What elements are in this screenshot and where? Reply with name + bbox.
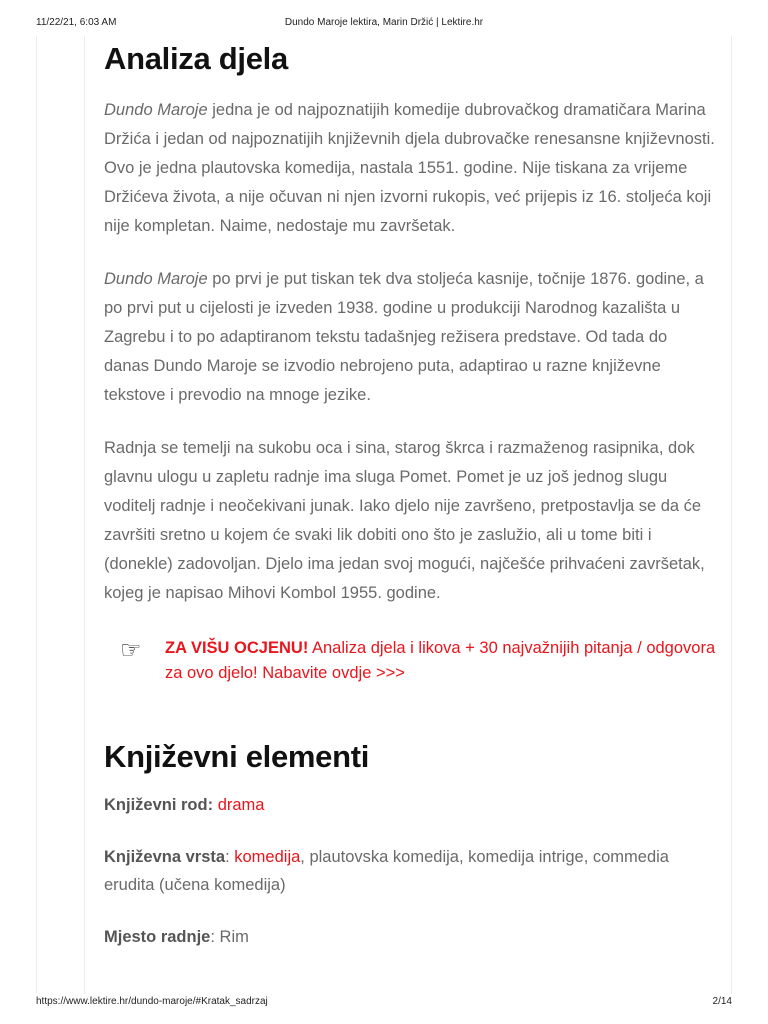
analysis-paragraph-2 <box>104 265 716 410</box>
section-heading-analysis: Analiza djela <box>104 41 288 76</box>
section-heading-elements: Književni elementi <box>104 739 370 774</box>
field-separator: : <box>225 848 230 866</box>
article-content <box>104 30 716 951</box>
analysis-paragraph-3: Radnja se temelji na sukobu oca i sina, starog škrca i razmaženog rasipnika, dok glavnu ulogu u zapletu radnje ima sluga Pomet. Pomet je uz još jednog slugu voditelj radnje i neočekivani junak. Iako djelo nije završeno, pretpostavlja se da će završiti sretno u kojem će svaki lik dobiti ono što je zaslužio, ali u tome biti i (donekle) zadovoljan. Djelo ima jedan svoj mogući, najčešće prihvaćeni završetak, kojeg je napisao Mihovi Kombol 1955. godine. <box>104 439 705 602</box>
print-footer <box>0 996 768 1010</box>
print-header <box>0 17 768 31</box>
page-border-left-outer <box>36 36 37 994</box>
field-label: Mjesto radnje <box>104 928 211 946</box>
page-border-left-inner <box>84 36 85 994</box>
work-title-italic: Dundo Maroje <box>104 101 208 119</box>
print-page-number: 2/14 <box>712 996 732 1007</box>
promo-callout-bold: ZA VIŠU OCJENU! <box>165 639 309 657</box>
promo-callout-text: Analiza djela i likova + 30 najvažnijih pitanja / odgovora za ovo djelo! Nabavite ovdje >>> <box>165 639 716 682</box>
field-separator: : <box>210 928 215 946</box>
print-datetime: 11/22/21, 6:03 AM <box>36 17 117 28</box>
promo-callout-link[interactable] <box>104 636 716 686</box>
setting-place-value: Rim <box>214 928 249 946</box>
paragraph-text: jedna je od najpoznatijih komedije dubrovačkog dramatičara Marina Držića i jedan od najpoznatijih književnih djela dubrovačke renesansne književnosti. Ovo je jedna plautovska komedija, nastala 1551. godine. Nije tiskana za vrijeme Držićeva života, a nije očuvan ni njen izvorni rukopis, već prijepis iz 16. stoljeća koji nije kompletan. Naime, nedostaje mu završetak. <box>104 101 715 235</box>
print-url: https://www.lektire.hr/dundo-maroje/#Kratak_sadrzaj <box>36 996 268 1007</box>
analysis-paragraph-1 <box>104 96 716 241</box>
field-label: Književna vrsta <box>104 848 226 866</box>
field-label: Književni rod: <box>104 796 214 814</box>
field-literary-genre <box>104 843 716 899</box>
literary-kind-link[interactable]: drama <box>217 796 265 814</box>
paragraph-text: po prvi je put tiskan tek dva stoljeća kasnije, točnije 1876. godine, a po prvi put u cijelosti je izveden 1938. godine u produkciji Narodnog kazališta u Zagrebu i to po adaptiranom tekstu tadašnjeg režisera predstave. Od tada do danas Dundo Maroje se izvodio nebrojeno puta, adaptirao u razne književne tekstove i prevodio na mnoge jezike. <box>104 270 704 404</box>
page-border-right <box>731 36 732 994</box>
genre-rest-text: , plautovska komedija, komedija intrige, commedia erudita (učena komedija) <box>104 848 669 894</box>
work-title-italic: Dundo Maroje <box>104 270 208 288</box>
field-literary-kind <box>104 791 716 819</box>
pointing-hand-icon: ☞ <box>120 637 142 664</box>
genre-link-komedija[interactable]: komedija <box>234 848 301 866</box>
print-document-title: Dundo Maroje lektira, Marin Držić | Lektire.hr <box>284 17 484 28</box>
field-setting-place <box>104 923 716 951</box>
